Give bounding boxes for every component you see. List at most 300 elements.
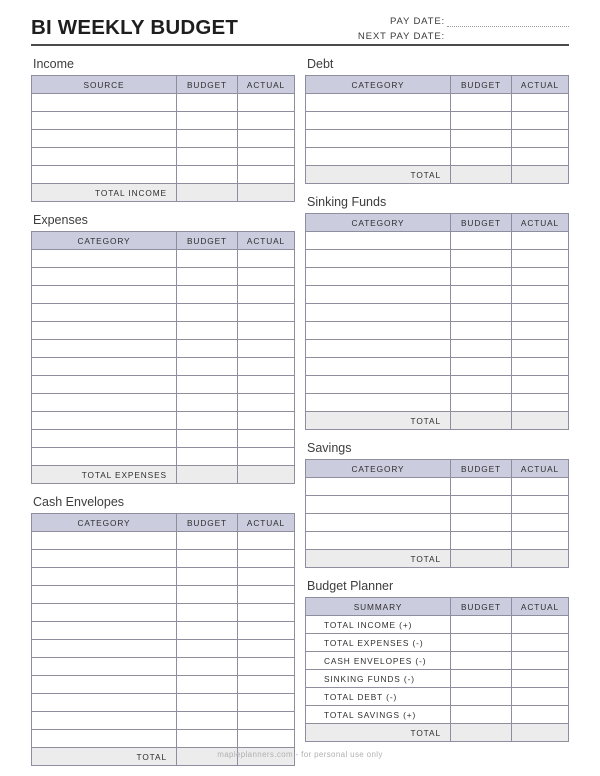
entry-label-cell[interactable] <box>32 712 177 730</box>
section-title-income: Income <box>33 57 74 71</box>
table-row <box>32 94 295 112</box>
section-expenses <box>31 213 295 484</box>
table-row <box>32 448 295 466</box>
entry-actual-cell[interactable] <box>512 514 569 532</box>
entry-actual-cell[interactable] <box>238 622 295 640</box>
summary-row-label: TOTAL INCOME (+) <box>306 616 451 634</box>
summary-actual-cell[interactable] <box>512 652 569 670</box>
entry-label-cell[interactable] <box>32 250 177 268</box>
summary-budget-cell[interactable] <box>451 688 512 706</box>
sinking-funds-total-label: TOTAL <box>306 412 451 430</box>
table-row <box>32 676 295 694</box>
entry-label-cell[interactable] <box>306 514 451 532</box>
section-budget-planner <box>305 579 569 742</box>
entry-actual-cell[interactable] <box>238 712 295 730</box>
entry-budget-cell[interactable] <box>177 448 238 466</box>
table-row <box>32 568 295 586</box>
left-column <box>31 57 295 766</box>
section-title-savings: Savings <box>307 441 352 455</box>
entry-budget-cell[interactable] <box>177 322 238 340</box>
entry-budget-cell[interactable] <box>177 130 238 148</box>
table-row <box>32 694 295 712</box>
entry-actual-cell[interactable] <box>512 376 569 394</box>
column-header-budget: BUDGET <box>177 76 238 94</box>
entry-label-cell[interactable] <box>32 304 177 322</box>
entry-actual-cell[interactable] <box>512 394 569 412</box>
column-header-actual: ACTUAL <box>512 598 569 616</box>
table-header-row <box>306 460 569 478</box>
table-header-row <box>32 232 295 250</box>
savings-total-label: TOTAL <box>306 550 451 568</box>
entry-budget-cell[interactable] <box>177 268 238 286</box>
table-row <box>32 130 295 148</box>
column-header-category: CATEGORY <box>32 232 177 250</box>
entry-label-cell[interactable] <box>32 532 177 550</box>
entry-label-cell[interactable] <box>306 286 451 304</box>
entry-budget-cell[interactable] <box>177 532 238 550</box>
entry-label-cell[interactable] <box>32 112 177 130</box>
entry-budget-cell[interactable] <box>451 358 512 376</box>
summary-row-label: TOTAL DEBT (-) <box>306 688 451 706</box>
column-header-category: CATEGORY <box>32 514 177 532</box>
column-header-budget: BUDGET <box>451 460 512 478</box>
entry-budget-cell[interactable] <box>451 376 512 394</box>
sinking-funds-total-budget[interactable] <box>451 412 512 430</box>
table-row <box>32 622 295 640</box>
entry-label-cell[interactable] <box>32 94 177 112</box>
entry-budget-cell[interactable] <box>177 586 238 604</box>
expenses-total-label: TOTAL EXPENSES <box>32 466 177 484</box>
entry-actual-cell[interactable] <box>512 478 569 496</box>
debt-total-label: TOTAL <box>306 166 451 184</box>
income-total-row <box>32 184 295 202</box>
entry-label-cell[interactable] <box>32 148 177 166</box>
summary-row-label: CASH ENVELOPES (-) <box>306 652 451 670</box>
entry-label-cell[interactable] <box>32 394 177 412</box>
entry-label-cell[interactable] <box>32 622 177 640</box>
entry-actual-cell[interactable] <box>512 112 569 130</box>
section-title-expenses: Expenses <box>33 213 88 227</box>
table-row <box>306 376 569 394</box>
income-total-label: TOTAL INCOME <box>32 184 177 202</box>
summary-budget-cell[interactable] <box>451 652 512 670</box>
entry-actual-cell[interactable] <box>238 604 295 622</box>
entry-budget-cell[interactable] <box>451 250 512 268</box>
section-title-budget-planner: Budget Planner <box>307 579 394 593</box>
section-income <box>31 57 295 202</box>
column-header-budget: BUDGET <box>451 76 512 94</box>
entry-label-cell[interactable] <box>306 394 451 412</box>
budget-planner-total-label: TOTAL <box>306 724 451 742</box>
entry-label-cell[interactable] <box>32 676 177 694</box>
entry-actual-cell[interactable] <box>512 94 569 112</box>
entry-actual-cell[interactable] <box>238 550 295 568</box>
expenses-rows <box>32 250 295 466</box>
income-rows <box>32 94 295 184</box>
table-row <box>32 358 295 376</box>
debt-total-actual[interactable] <box>512 166 569 184</box>
summary-actual-cell[interactable] <box>512 634 569 652</box>
section-sinking-funds <box>305 195 569 430</box>
entry-actual-cell[interactable] <box>238 430 295 448</box>
table-row <box>306 358 569 376</box>
pay-date-input-line[interactable] <box>447 25 569 27</box>
column-header-summary: SUMMARY <box>306 598 451 616</box>
entry-budget-cell[interactable] <box>177 286 238 304</box>
entry-actual-cell[interactable] <box>238 286 295 304</box>
entry-label-cell[interactable] <box>306 532 451 550</box>
table-row <box>32 412 295 430</box>
expenses-total-row <box>32 466 295 484</box>
table-header-row <box>306 76 569 94</box>
next-pay-date-label: NEXT PAY DATE: <box>357 31 445 42</box>
table-row <box>32 532 295 550</box>
entry-label-cell[interactable] <box>32 166 177 184</box>
summary-row <box>306 670 569 688</box>
entry-label-cell[interactable] <box>32 640 177 658</box>
entry-label-cell[interactable] <box>32 358 177 376</box>
entry-budget-cell[interactable] <box>451 322 512 340</box>
footer-credit: mapleplanners.com - for personal use only <box>217 750 383 759</box>
entry-budget-cell[interactable] <box>177 640 238 658</box>
entry-budget-cell[interactable] <box>177 568 238 586</box>
entry-actual-cell[interactable] <box>238 250 295 268</box>
column-header-category: CATEGORY <box>306 460 451 478</box>
table-row <box>306 340 569 358</box>
income-total-actual[interactable] <box>238 184 295 202</box>
page-header <box>31 0 569 46</box>
column-header-source: SOURCE <box>32 76 177 94</box>
entry-actual-cell[interactable] <box>238 148 295 166</box>
entry-actual-cell[interactable] <box>238 268 295 286</box>
pay-date-label: PAY DATE: <box>389 16 445 27</box>
summary-budget-cell[interactable] <box>451 616 512 634</box>
entry-label-cell[interactable] <box>32 430 177 448</box>
entry-budget-cell[interactable] <box>451 268 512 286</box>
entry-actual-cell[interactable] <box>238 694 295 712</box>
table-row <box>306 286 569 304</box>
debt-total-row <box>306 166 569 184</box>
table-row <box>306 532 569 550</box>
summary-budget-cell[interactable] <box>451 706 512 724</box>
entry-label-cell[interactable] <box>32 586 177 604</box>
entry-budget-cell[interactable] <box>177 712 238 730</box>
entry-label-cell[interactable] <box>306 94 451 112</box>
entry-budget-cell[interactable] <box>177 430 238 448</box>
entry-label-cell[interactable] <box>306 322 451 340</box>
entry-label-cell[interactable] <box>306 130 451 148</box>
entry-budget-cell[interactable] <box>451 394 512 412</box>
entry-label-cell[interactable] <box>306 358 451 376</box>
entry-label-cell[interactable] <box>306 112 451 130</box>
entry-budget-cell[interactable] <box>451 532 512 550</box>
budget-planner-total-row <box>306 724 569 742</box>
summary-actual-cell[interactable] <box>512 688 569 706</box>
entry-budget-cell[interactable] <box>177 94 238 112</box>
next-pay-date-field[interactable] <box>358 30 569 43</box>
budget-planner-summary-rows <box>306 616 569 724</box>
table-row <box>306 478 569 496</box>
column-header-actual: ACTUAL <box>238 514 295 532</box>
entry-budget-cell[interactable] <box>451 130 512 148</box>
table-header-row <box>306 598 569 616</box>
summary-budget-cell[interactable] <box>451 634 512 652</box>
column-header-actual: ACTUAL <box>512 460 569 478</box>
summary-actual-cell[interactable] <box>512 706 569 724</box>
table-row <box>32 658 295 676</box>
expenses-table <box>31 231 295 484</box>
entry-budget-cell[interactable] <box>451 514 512 532</box>
entry-label-cell[interactable] <box>32 322 177 340</box>
entry-actual-cell[interactable] <box>238 640 295 658</box>
summary-row <box>306 616 569 634</box>
entry-budget-cell[interactable] <box>177 250 238 268</box>
entry-budget-cell[interactable] <box>177 412 238 430</box>
entry-label-cell[interactable] <box>306 376 451 394</box>
pay-date-field[interactable] <box>390 15 569 28</box>
entry-label-cell[interactable] <box>306 340 451 358</box>
entry-budget-cell[interactable] <box>177 112 238 130</box>
table-row <box>32 340 295 358</box>
entry-label-cell[interactable] <box>32 376 177 394</box>
entry-actual-cell[interactable] <box>238 730 295 748</box>
entry-budget-cell[interactable] <box>177 658 238 676</box>
debt-rows <box>306 94 569 166</box>
table-row <box>32 394 295 412</box>
debt-total-budget[interactable] <box>451 166 512 184</box>
section-title-cash-envelopes: Cash Envelopes <box>33 495 125 509</box>
section-title-sinking-funds: Sinking Funds <box>307 195 387 209</box>
worksheet-columns <box>31 57 569 766</box>
table-row <box>306 496 569 514</box>
expenses-total-actual[interactable] <box>238 466 295 484</box>
entry-label-cell[interactable] <box>32 286 177 304</box>
entry-budget-cell[interactable] <box>177 340 238 358</box>
entry-actual-cell[interactable] <box>512 130 569 148</box>
table-row <box>32 712 295 730</box>
entry-label-cell[interactable] <box>32 130 177 148</box>
entry-actual-cell[interactable] <box>512 532 569 550</box>
column-header-budget: BUDGET <box>177 232 238 250</box>
summary-row-label: SINKING FUNDS (-) <box>306 670 451 688</box>
income-total-budget[interactable] <box>177 184 238 202</box>
entry-label-cell[interactable] <box>32 730 177 748</box>
table-row <box>32 304 295 322</box>
table-header-row <box>306 214 569 232</box>
entry-label-cell[interactable] <box>32 550 177 568</box>
table-row <box>306 268 569 286</box>
table-row <box>32 730 295 748</box>
entry-actual-cell[interactable] <box>512 322 569 340</box>
entry-actual-cell[interactable] <box>238 112 295 130</box>
savings-total-actual[interactable] <box>512 550 569 568</box>
column-header-actual: ACTUAL <box>238 76 295 94</box>
entry-actual-cell[interactable] <box>512 358 569 376</box>
entry-budget-cell[interactable] <box>177 550 238 568</box>
table-row <box>306 514 569 532</box>
savings-total-budget[interactable] <box>451 550 512 568</box>
entry-budget-cell[interactable] <box>177 148 238 166</box>
entry-actual-cell[interactable] <box>238 448 295 466</box>
next-pay-date-input-line[interactable] <box>447 42 569 43</box>
summary-row <box>306 706 569 724</box>
sinking-funds-total-actual[interactable] <box>512 412 569 430</box>
expenses-total-budget[interactable] <box>177 466 238 484</box>
entry-label-cell[interactable] <box>306 250 451 268</box>
entry-actual-cell[interactable] <box>512 148 569 166</box>
sinking-funds-rows <box>306 232 569 412</box>
pay-date-block <box>358 14 569 43</box>
entry-actual-cell[interactable] <box>238 412 295 430</box>
column-header-actual: ACTUAL <box>512 76 569 94</box>
sinking-funds-total-row <box>306 412 569 430</box>
table-row <box>306 148 569 166</box>
entry-label-cell[interactable] <box>32 604 177 622</box>
entry-label-cell[interactable] <box>306 496 451 514</box>
entry-label-cell[interactable] <box>32 448 177 466</box>
table-row <box>32 250 295 268</box>
column-header-actual: ACTUAL <box>238 232 295 250</box>
column-header-category: CATEGORY <box>306 76 451 94</box>
entry-actual-cell[interactable] <box>238 532 295 550</box>
summary-row <box>306 652 569 670</box>
entry-label-cell[interactable] <box>306 478 451 496</box>
table-row <box>306 112 569 130</box>
entry-budget-cell[interactable] <box>177 694 238 712</box>
column-header-budget: BUDGET <box>451 598 512 616</box>
table-row <box>306 232 569 250</box>
entry-budget-cell[interactable] <box>177 730 238 748</box>
table-row <box>32 166 295 184</box>
entry-actual-cell[interactable] <box>238 394 295 412</box>
right-column <box>305 57 569 766</box>
entry-actual-cell[interactable] <box>238 586 295 604</box>
entry-label-cell[interactable] <box>306 304 451 322</box>
column-header-actual: ACTUAL <box>512 214 569 232</box>
table-row <box>32 376 295 394</box>
entry-actual-cell[interactable] <box>238 358 295 376</box>
entry-budget-cell[interactable] <box>451 94 512 112</box>
table-row <box>32 430 295 448</box>
cash-envelopes-rows <box>32 532 295 748</box>
entry-label-cell[interactable] <box>32 658 177 676</box>
entry-actual-cell[interactable] <box>238 676 295 694</box>
entry-actual-cell[interactable] <box>512 250 569 268</box>
entry-actual-cell[interactable] <box>238 658 295 676</box>
table-row <box>306 394 569 412</box>
entry-budget-cell[interactable] <box>451 496 512 514</box>
table-row <box>32 322 295 340</box>
section-savings <box>305 441 569 568</box>
budget-planner-table <box>305 597 569 742</box>
summary-row <box>306 634 569 652</box>
cash-envelopes-total-label: TOTAL <box>32 748 177 766</box>
table-row <box>306 322 569 340</box>
entry-actual-cell[interactable] <box>238 568 295 586</box>
entry-actual-cell[interactable] <box>512 286 569 304</box>
entry-actual-cell[interactable] <box>238 376 295 394</box>
entry-label-cell[interactable] <box>32 340 177 358</box>
savings-total-row <box>306 550 569 568</box>
income-table <box>31 75 295 202</box>
entry-budget-cell[interactable] <box>451 340 512 358</box>
entry-actual-cell[interactable] <box>512 340 569 358</box>
entry-actual-cell[interactable] <box>238 340 295 358</box>
table-row <box>32 550 295 568</box>
entry-budget-cell[interactable] <box>451 232 512 250</box>
savings-rows <box>306 478 569 550</box>
column-header-budget: BUDGET <box>451 214 512 232</box>
summary-budget-cell[interactable] <box>451 670 512 688</box>
entry-budget-cell[interactable] <box>451 148 512 166</box>
budget-planner-total-actual[interactable] <box>512 724 569 742</box>
entry-actual-cell[interactable] <box>238 322 295 340</box>
entry-actual-cell[interactable] <box>238 94 295 112</box>
page-title: BI WEEKLY BUDGET <box>31 16 239 39</box>
entry-actual-cell[interactable] <box>238 130 295 148</box>
entry-label-cell[interactable] <box>306 232 451 250</box>
table-header-row <box>32 514 295 532</box>
entry-label-cell[interactable] <box>32 268 177 286</box>
entry-label-cell[interactable] <box>306 268 451 286</box>
table-row <box>32 112 295 130</box>
table-row <box>32 286 295 304</box>
debt-table <box>305 75 569 184</box>
entry-budget-cell[interactable] <box>177 676 238 694</box>
entry-budget-cell[interactable] <box>451 286 512 304</box>
entry-actual-cell[interactable] <box>238 166 295 184</box>
entry-budget-cell[interactable] <box>177 304 238 322</box>
entry-budget-cell[interactable] <box>451 478 512 496</box>
entry-budget-cell[interactable] <box>451 112 512 130</box>
entry-budget-cell[interactable] <box>177 358 238 376</box>
column-header-category: CATEGORY <box>306 214 451 232</box>
table-row <box>306 250 569 268</box>
entry-budget-cell[interactable] <box>451 304 512 322</box>
summary-actual-cell[interactable] <box>512 670 569 688</box>
entry-budget-cell[interactable] <box>177 604 238 622</box>
section-debt <box>305 57 569 184</box>
table-row <box>32 268 295 286</box>
section-cash-envelopes <box>31 495 295 766</box>
entry-actual-cell[interactable] <box>238 304 295 322</box>
table-row <box>32 640 295 658</box>
summary-row <box>306 688 569 706</box>
entry-label-cell[interactable] <box>32 412 177 430</box>
entry-actual-cell[interactable] <box>512 304 569 322</box>
entry-budget-cell[interactable] <box>177 166 238 184</box>
entry-actual-cell[interactable] <box>512 496 569 514</box>
entry-label-cell[interactable] <box>306 148 451 166</box>
table-header-row <box>32 76 295 94</box>
entry-budget-cell[interactable] <box>177 376 238 394</box>
budget-planner-total-budget[interactable] <box>451 724 512 742</box>
sinking-funds-table <box>305 213 569 430</box>
entry-actual-cell[interactable] <box>512 268 569 286</box>
table-row <box>32 604 295 622</box>
entry-actual-cell[interactable] <box>512 232 569 250</box>
table-row <box>306 130 569 148</box>
entry-label-cell[interactable] <box>32 694 177 712</box>
entry-label-cell[interactable] <box>32 568 177 586</box>
table-row <box>306 304 569 322</box>
table-row <box>32 148 295 166</box>
entry-budget-cell[interactable] <box>177 622 238 640</box>
entry-budget-cell[interactable] <box>177 394 238 412</box>
summary-actual-cell[interactable] <box>512 616 569 634</box>
table-row <box>32 586 295 604</box>
column-header-budget: BUDGET <box>177 514 238 532</box>
